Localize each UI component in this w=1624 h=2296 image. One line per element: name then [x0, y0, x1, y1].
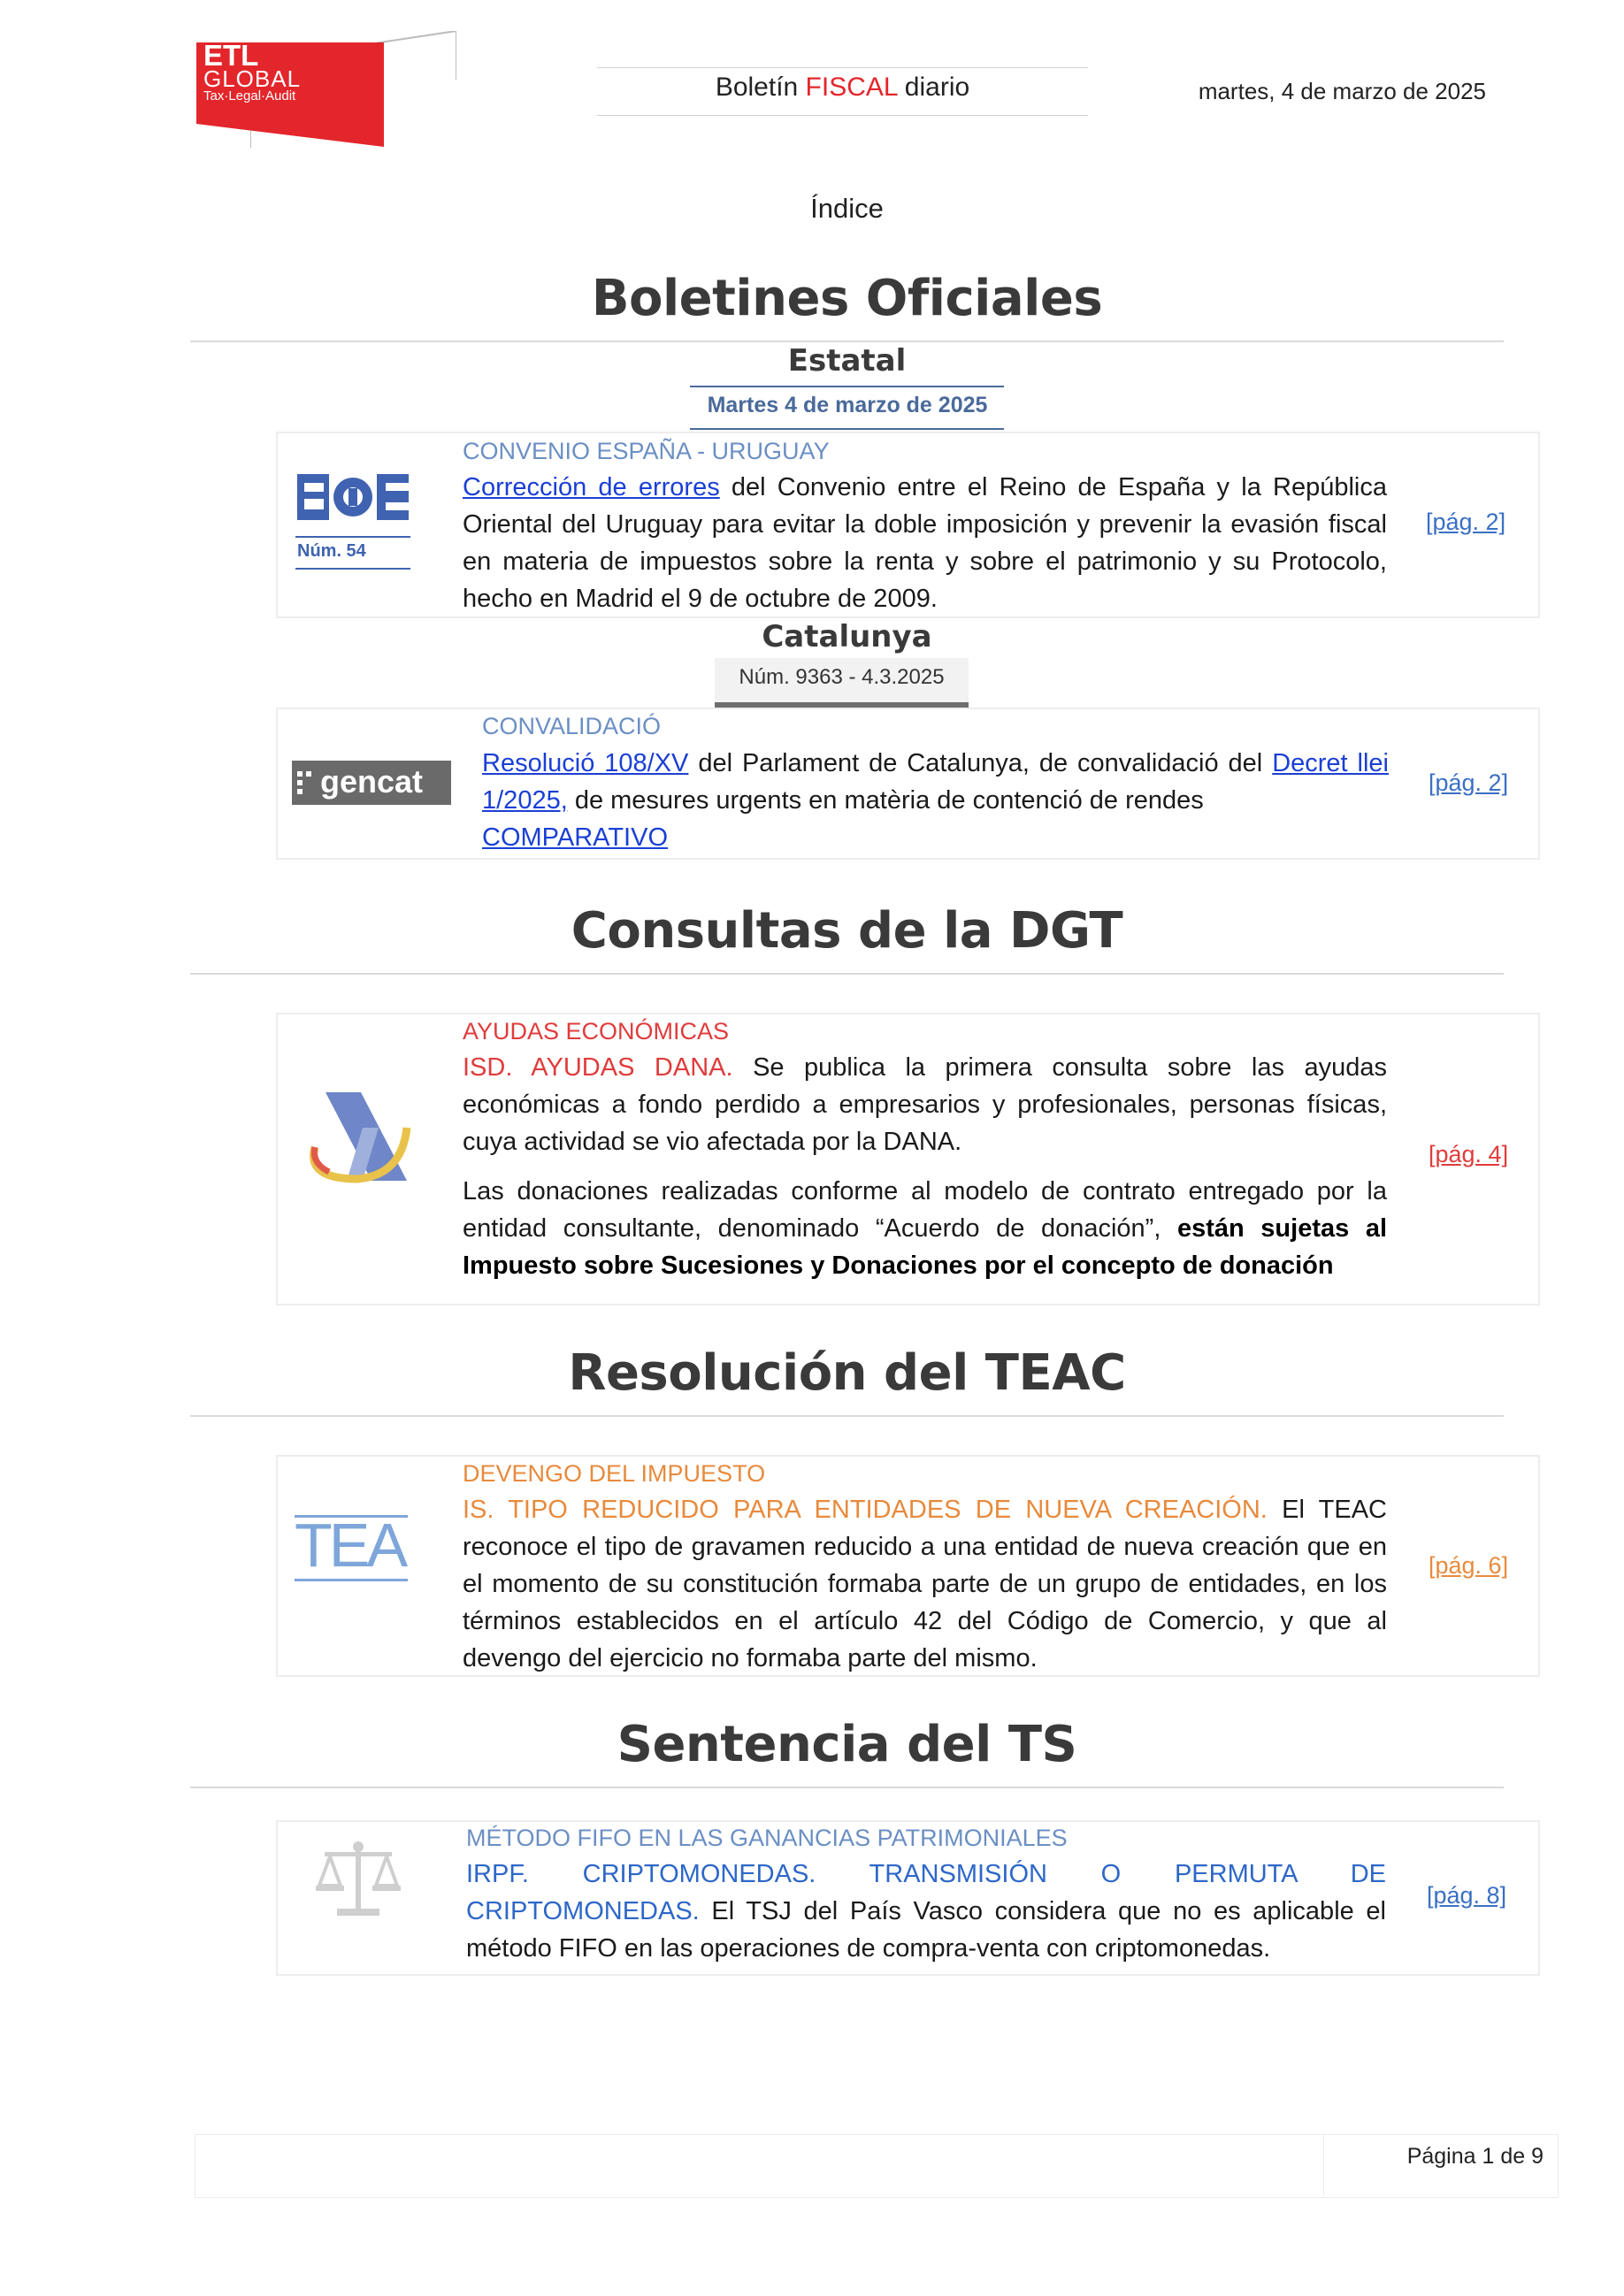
estatal-date-band: Martes 4 de marzo de 2025: [707, 393, 988, 417]
bulletin-title: [597, 73, 1088, 103]
scales-of-justice-icon: [314, 1840, 402, 1919]
resolucio-link[interactable]: Resolució 108/XV: [482, 749, 689, 777]
section-title-ts: Sentencia del TS: [617, 1716, 1077, 1773]
title-highlight: FISCAL: [805, 73, 898, 102]
boe-logo: [295, 471, 410, 524]
dgt-entry-text-2: [463, 1173, 1387, 1284]
title-suffix: diario: [897, 73, 970, 102]
section-rule: [190, 1787, 1504, 1788]
section-rule: [190, 341, 1504, 342]
gencat-logo-text: gencat: [320, 763, 424, 800]
dgt-entry-text-1: [463, 1049, 1387, 1160]
boe-entry-body: del Convenio entre el Reino de España y la República Oriental del Uruguay para evitar la doble imposición y prevenir la evasión fiscal en materia de impuestos sobre la renta y sobre el patrimonio y su Protocolo, hecho en Madrid el 9 de octubre de 2009.: [463, 473, 1387, 613]
boe-logo-rule: [295, 536, 410, 538]
dgt-page-link[interactable]: [pág. 4]: [1429, 1141, 1509, 1167]
dgt-body-2-bold: están sujetas al Impuesto sobre Sucesiones y Donaciones por el concepto de donación: [463, 1214, 1388, 1280]
gencat-page-link[interactable]: [pág. 2]: [1429, 769, 1509, 796]
decret-llei-link[interactable]: Decret llei 1/2025,: [482, 749, 1389, 815]
boe-category: CONVENIO ESPAÑA - URUGUAY: [463, 438, 830, 464]
boe-logo-rule-bottom: [295, 568, 410, 570]
estatal-rule-bottom: [690, 428, 1004, 430]
section-title-teac: Resolución del TEAC: [568, 1344, 1126, 1402]
title-prefix: Boletín: [715, 73, 806, 102]
gencat-entry-text: [482, 745, 1389, 856]
ts-page-link[interactable]: [pág. 8]: [1427, 1882, 1507, 1909]
gencat-logo: [292, 761, 451, 805]
ts-body: El TSJ del País Vasco considera que no es aplicable el método FIFO en las operaciones de compra-venta con criptomonedas.: [466, 1897, 1386, 1963]
subsection-title-catalunya: Catalunya: [762, 619, 932, 654]
estatal-rule-top: [690, 386, 1004, 387]
gencat-text-2: de mesures urgents en matèria de contenció de rendes: [567, 786, 1204, 815]
dgt-category: AYUDAS ECONÓMICAS: [463, 1018, 730, 1045]
logo-etl-text: ETL: [203, 39, 259, 72]
header-date: martes, 4 de marzo de 2025: [1198, 78, 1486, 104]
section-title-dgt: Consultas de la DGT: [571, 902, 1123, 960]
gencat-category: CONVALIDACIÓ: [482, 713, 662, 739]
teac-entry-text: [463, 1491, 1387, 1677]
catalunya-number-band: Núm. 9363 - 4.3.2025: [715, 658, 969, 708]
ts-entry-text: [466, 1856, 1386, 1967]
dgt-body-1: Se publica la primera consulta sobre las ayudas económicas a fondo perdido a empresarios y profesionales, personas físicas, cuya actividad se vio afectada por la DANA.: [463, 1053, 1388, 1156]
teac-body: El TEAC reconoce el tipo de gravamen reducido a una entidad de nueva creación que en el momento de su constitución formaba parte de un grupo de entidades, en los términos establecidos en el artículo 42 del Código de Comercio, y que al devengo del ejercicio no formaba parte del mismo.: [463, 1496, 1387, 1672]
boe-icon: [295, 471, 410, 524]
section-rule: [190, 973, 1504, 975]
dgt-body-2: Las donaciones realizadas conforme al modelo de contrato entregado por la entidad consultante, denominado “Acuerdo de donación”,: [463, 1177, 1387, 1243]
logo-tagline: Tax·Legal·Audit: [203, 88, 296, 103]
boe-entry-text: [463, 469, 1387, 617]
teac-page-link[interactable]: [pág. 6]: [1429, 1552, 1509, 1579]
header-rule-bottom: [597, 115, 1088, 116]
footer-divider: [1323, 2134, 1324, 2196]
gencat-text-1: del Parlament de Catalunya, de convalidació del: [688, 749, 1273, 777]
index-label: Índice: [810, 193, 884, 224]
boe-correction-link[interactable]: Corrección de errores: [463, 473, 720, 501]
tea-logo-rule-bottom: [295, 1579, 408, 1581]
boe-page-link[interactable]: [pág. 2]: [1426, 509, 1506, 535]
section-rule: [190, 1415, 1504, 1417]
page-number: Página 1 de 9: [1406, 2144, 1544, 2169]
tea-logo-text: TEA: [295, 1511, 405, 1580]
gencat-dots-icon: [297, 771, 315, 794]
subsection-title-estatal: Estatal: [787, 343, 907, 379]
section-title-boletines: Boletines Oficiales: [591, 270, 1103, 327]
ts-category: MÉTODO FIFO EN LAS GANANCIAS PATRIMONIALES: [466, 1825, 1068, 1851]
teac-category: DEVENGO DEL IMPUESTO: [463, 1460, 766, 1487]
header-rule-top: [597, 67, 1088, 68]
dgt-lead: ISD. AYUDAS DANA.: [463, 1053, 733, 1082]
comparativo-link[interactable]: COMPARATIVO: [482, 823, 668, 852]
boe-number: Núm. 54: [297, 541, 366, 561]
ts-lead: IRPF. CRIPTOMONEDAS. TRANSMISIÓN O PERMUTA DE CRIPTOMONEDAS.: [466, 1860, 1386, 1925]
teac-lead: IS. TIPO REDUCIDO PARA ENTIDADES DE NUEVA CREACIÓN.: [463, 1496, 1268, 1524]
logo-global-text: GLOBAL: [203, 65, 302, 92]
aeat-logo-icon: [310, 1092, 416, 1185]
